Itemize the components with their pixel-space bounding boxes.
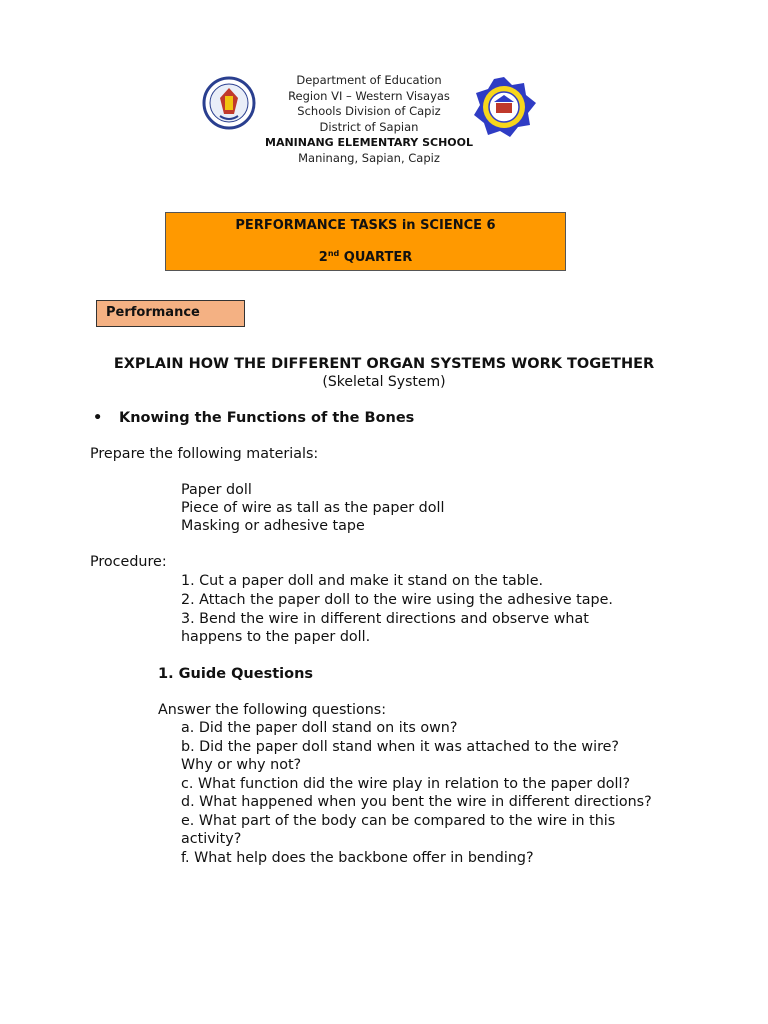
list-item: 3. Bend the wire in different directions and observe what happens to the paper doll.: [181, 611, 589, 645]
performance-tasks-title-box: [165, 212, 566, 271]
title-line: PERFORMANCE TASKS in SCIENCE 6: [235, 218, 496, 233]
school-seal-icon: [470, 75, 538, 141]
quarter-line: [166, 246, 565, 265]
header-department: Department of Education: [296, 73, 442, 87]
list-item: Piece of wire as tall as the paper doll: [181, 500, 445, 516]
list-item: f. What help does the backbone offer in bending?: [181, 849, 534, 866]
quarter-number: 2: [318, 250, 328, 265]
bullet-heading-text: Knowing the Functions of the Bones: [119, 410, 415, 426]
questions-intro: Answer the following questions:: [158, 702, 387, 718]
list-item: Paper doll: [181, 482, 252, 498]
materials-intro: Prepare the following materials:: [90, 446, 319, 462]
main-title: EXPLAIN HOW THE DIFFERENT ORGAN SYSTEMS WORK TOGETHER: [113, 356, 655, 372]
list-item: Masking or adhesive tape: [181, 518, 365, 534]
performance-label: Performance: [96, 300, 245, 327]
list-item: b. Did the paper doll stand when it was attached to the wire? Why or why not?: [181, 738, 620, 773]
header-division: Schools Division of Capiz: [297, 104, 441, 119]
procedure-label: Procedure:: [90, 554, 167, 570]
sub-title: (Skeletal System): [322, 374, 446, 390]
header-school-name: MANINANG ELEMENTARY SCHOOL: [265, 136, 473, 150]
header-region: Region VI – Western Visayas: [288, 88, 450, 103]
list-item: a. Did the paper doll stand on its own?: [181, 720, 458, 736]
header-district: District of Sapian: [319, 119, 419, 134]
guide-questions-heading: 1. Guide Questions: [158, 666, 314, 682]
list-item: d. What happened when you bent the wire in different directions?: [181, 794, 652, 810]
quarter-ordinal: nd: [327, 249, 340, 258]
bullet-dot-icon: •: [93, 410, 103, 426]
quarter-word: QUARTER: [343, 250, 413, 265]
bullet-heading: [93, 409, 414, 427]
list-item: c. What function did the wire play in relation to the paper doll?: [181, 775, 631, 792]
list-item: 2. Attach the paper doll to the wire using the adhesive tape.: [181, 592, 613, 608]
list-item: e. What part of the body can be compared to the wire in this activity?: [181, 812, 616, 847]
school-header: [240, 73, 498, 167]
questions-list: [181, 719, 686, 867]
procedure-list: [181, 572, 651, 647]
list-item: 1. Cut a paper doll and make it stand on the table.: [181, 573, 544, 589]
header-address: Maninang, Sapian, Capiz: [298, 150, 440, 165]
materials-list: [181, 481, 444, 535]
